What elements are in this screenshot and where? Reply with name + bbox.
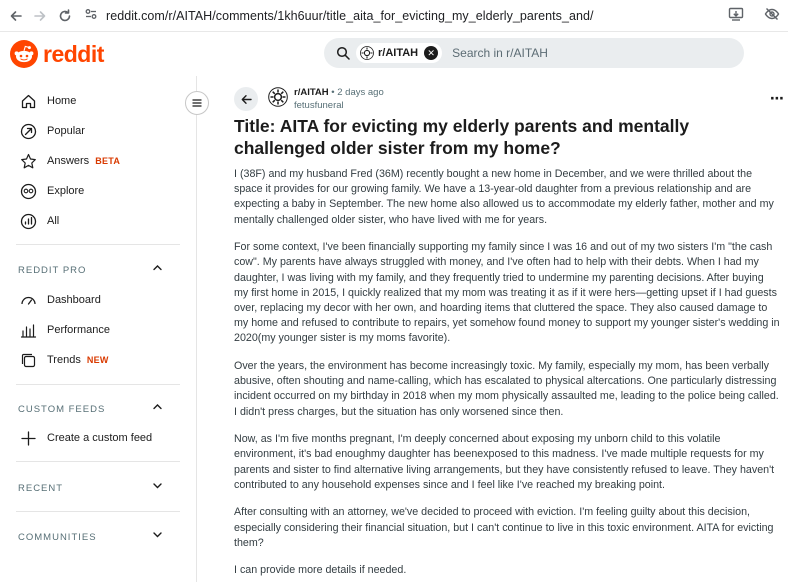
browser-bar xyxy=(0,0,788,32)
beta-badge: BETA xyxy=(95,156,121,166)
performance-icon xyxy=(20,322,37,339)
sidebar-divider xyxy=(16,511,180,512)
chevron-up-icon[interactable] xyxy=(152,262,163,276)
sidebar-item-home[interactable] xyxy=(20,89,76,113)
address-bar[interactable] xyxy=(84,4,724,28)
sidebar-item-label: Performance xyxy=(47,324,110,336)
post-paragraph: Now, as I'm five months pregnant, I'm deeply concerned about exposing my unborn child to this volatile environment, it's bad enoughmy daughter has beenexposed to this madness. I've made multiple requests for my parents and sister to find alternative living arrangements, but they have consistently refused to leave. They haven't contributed to any household expenses since and I feel like I've reached my breaking point. xyxy=(234,433,775,491)
create-feed-label: Create a custom feed xyxy=(47,432,153,444)
custom-feeds-heading[interactable]: CUSTOM FEEDS xyxy=(18,404,106,415)
sidebar-item-label: Trends xyxy=(47,354,81,366)
trends-icon xyxy=(20,352,37,369)
reddit-pro-heading[interactable]: REDDIT PRO xyxy=(18,265,87,276)
create-custom-feed-button[interactable] xyxy=(20,426,152,450)
post-paragraph: I can provide more details if needed. xyxy=(234,564,407,577)
plus-icon xyxy=(20,430,37,447)
reddit-header xyxy=(0,32,788,76)
aitah-community-icon xyxy=(360,46,374,60)
back-button[interactable] xyxy=(234,87,258,111)
reddit-logo[interactable] xyxy=(10,40,104,68)
site-settings-icon[interactable] xyxy=(84,7,98,26)
more-options-icon[interactable]: ⋯ xyxy=(770,90,785,106)
left-sidebar xyxy=(0,76,197,582)
subreddit-link[interactable]: r/AITAH xyxy=(294,87,329,98)
explore-icon xyxy=(20,183,37,200)
subreddit-icon[interactable] xyxy=(268,87,288,112)
reload-icon[interactable] xyxy=(55,6,75,26)
collapse-sidebar-button[interactable] xyxy=(185,91,209,115)
sidebar-item-dashboard[interactable] xyxy=(20,288,101,312)
post-body xyxy=(234,167,780,582)
sidebar-item-label: Answers xyxy=(47,155,90,167)
answers-icon xyxy=(20,153,37,170)
back-arrow-icon xyxy=(240,93,253,106)
search-chip-label: r/AITAH xyxy=(378,47,419,59)
all-icon xyxy=(20,213,37,230)
logo-wordmark: reddit xyxy=(43,40,104,67)
post-paragraph: I (38F) and my husband Fred (36M) recently bought a new home in December, and we were thrilled about the space it provides for our growing family. We have a 13-year-old daughter from a previous relationship and are expecting a baby in September. The new home also allowed us to accommodate my elderly father, mother and my mentally challenged older sister, who have lived with me for years. xyxy=(234,168,774,226)
home-icon xyxy=(20,93,37,110)
sidebar-divider xyxy=(16,461,180,462)
sidebar-item-popular[interactable] xyxy=(20,119,85,143)
sidebar-divider xyxy=(16,384,180,385)
communities-heading[interactable]: COMMUNITIES xyxy=(18,532,97,543)
sidebar-divider xyxy=(16,244,180,245)
post-paragraph: Over the years, the environment has become increasingly toxic. My family, especially my mom, has been verbally abusive, often shouting and name-calling, which has escalated to physical altercations. One particularly distressing incident occurred on my birthday in 2018 when my mom physically assaulted me, leading to the police being called. I didn't press charges, but the situation has only worsened since then. xyxy=(234,360,779,418)
post-paragraph: For some context, I've been financially supporting my family since I was 16 and out of my two sisters I'm "the cash cow". My parents have always struggled with money, and I've often had to help with their debts. When I had my daughter, I was living with my family, and they frequently tried to undermine my parenting decisions. After buying my first home in 2015, I quickly realized that my mom was treating it as if it were hers—getting upset if I had guests over, replacing my decor with her own, and hoarding items that cluttered the space. They also caused damage to my home and refused to contribute to repairs, yet somehow found money to support my younger sister's wedding in 2020(my younger sister is my moms favorite). xyxy=(234,241,780,345)
post-title: Title: AITA for evicting my elderly parents and mentally challenged older sister from my home? xyxy=(234,116,690,158)
sidebar-item-explore[interactable] xyxy=(20,179,84,203)
chevron-down-icon[interactable] xyxy=(152,480,163,494)
sidebar-item-label: Home xyxy=(47,95,77,107)
sidebar-item-label: Explore xyxy=(47,185,85,197)
post-author[interactable]: fetusfuneral xyxy=(294,100,344,111)
sidebar-item-label: All xyxy=(47,215,60,227)
sidebar-item-answers[interactable] xyxy=(20,149,120,173)
menu-icon xyxy=(191,97,203,109)
sidebar-item-performance[interactable] xyxy=(20,318,110,342)
url-text[interactable]: reddit.com/r/AITAH/comments/1kh6uur/title_aita_for_evicting_my_elderly_parents_and/ xyxy=(106,9,594,23)
popular-icon xyxy=(20,123,37,140)
post-age: • 2 days ago xyxy=(331,87,384,98)
sidebar-item-all[interactable] xyxy=(20,209,59,233)
subreddit-search-chip[interactable] xyxy=(356,43,442,63)
recent-heading[interactable]: RECENT xyxy=(18,483,64,494)
hide-eye-icon[interactable] xyxy=(764,6,780,27)
sidebar-item-trends[interactable] xyxy=(20,348,109,372)
snoo-icon xyxy=(10,40,38,68)
forward-arrow-icon[interactable] xyxy=(30,6,50,26)
post-subreddit-line xyxy=(294,87,384,98)
chevron-down-icon[interactable] xyxy=(152,529,163,543)
install-app-icon[interactable] xyxy=(728,6,744,27)
sidebar-item-label: Popular xyxy=(47,125,85,137)
chevron-up-icon[interactable] xyxy=(152,401,163,415)
new-badge: NEW xyxy=(86,355,109,365)
sidebar-item-label: Dashboard xyxy=(47,294,101,306)
dashboard-icon xyxy=(20,292,37,309)
post-paragraph: After consulting with an attorney, we've decided to proceed with eviction. I'm feeling guilty about this decision, especially considering their financial situation, but I can't continue to live in this toxic environment. AITA for evicting them? xyxy=(234,506,774,549)
clear-chip-icon[interactable]: ✕ xyxy=(424,46,438,60)
search-icon xyxy=(336,46,350,60)
search-input[interactable] xyxy=(452,46,702,60)
back-arrow-icon[interactable] xyxy=(6,6,26,26)
search-bar[interactable] xyxy=(324,38,744,68)
